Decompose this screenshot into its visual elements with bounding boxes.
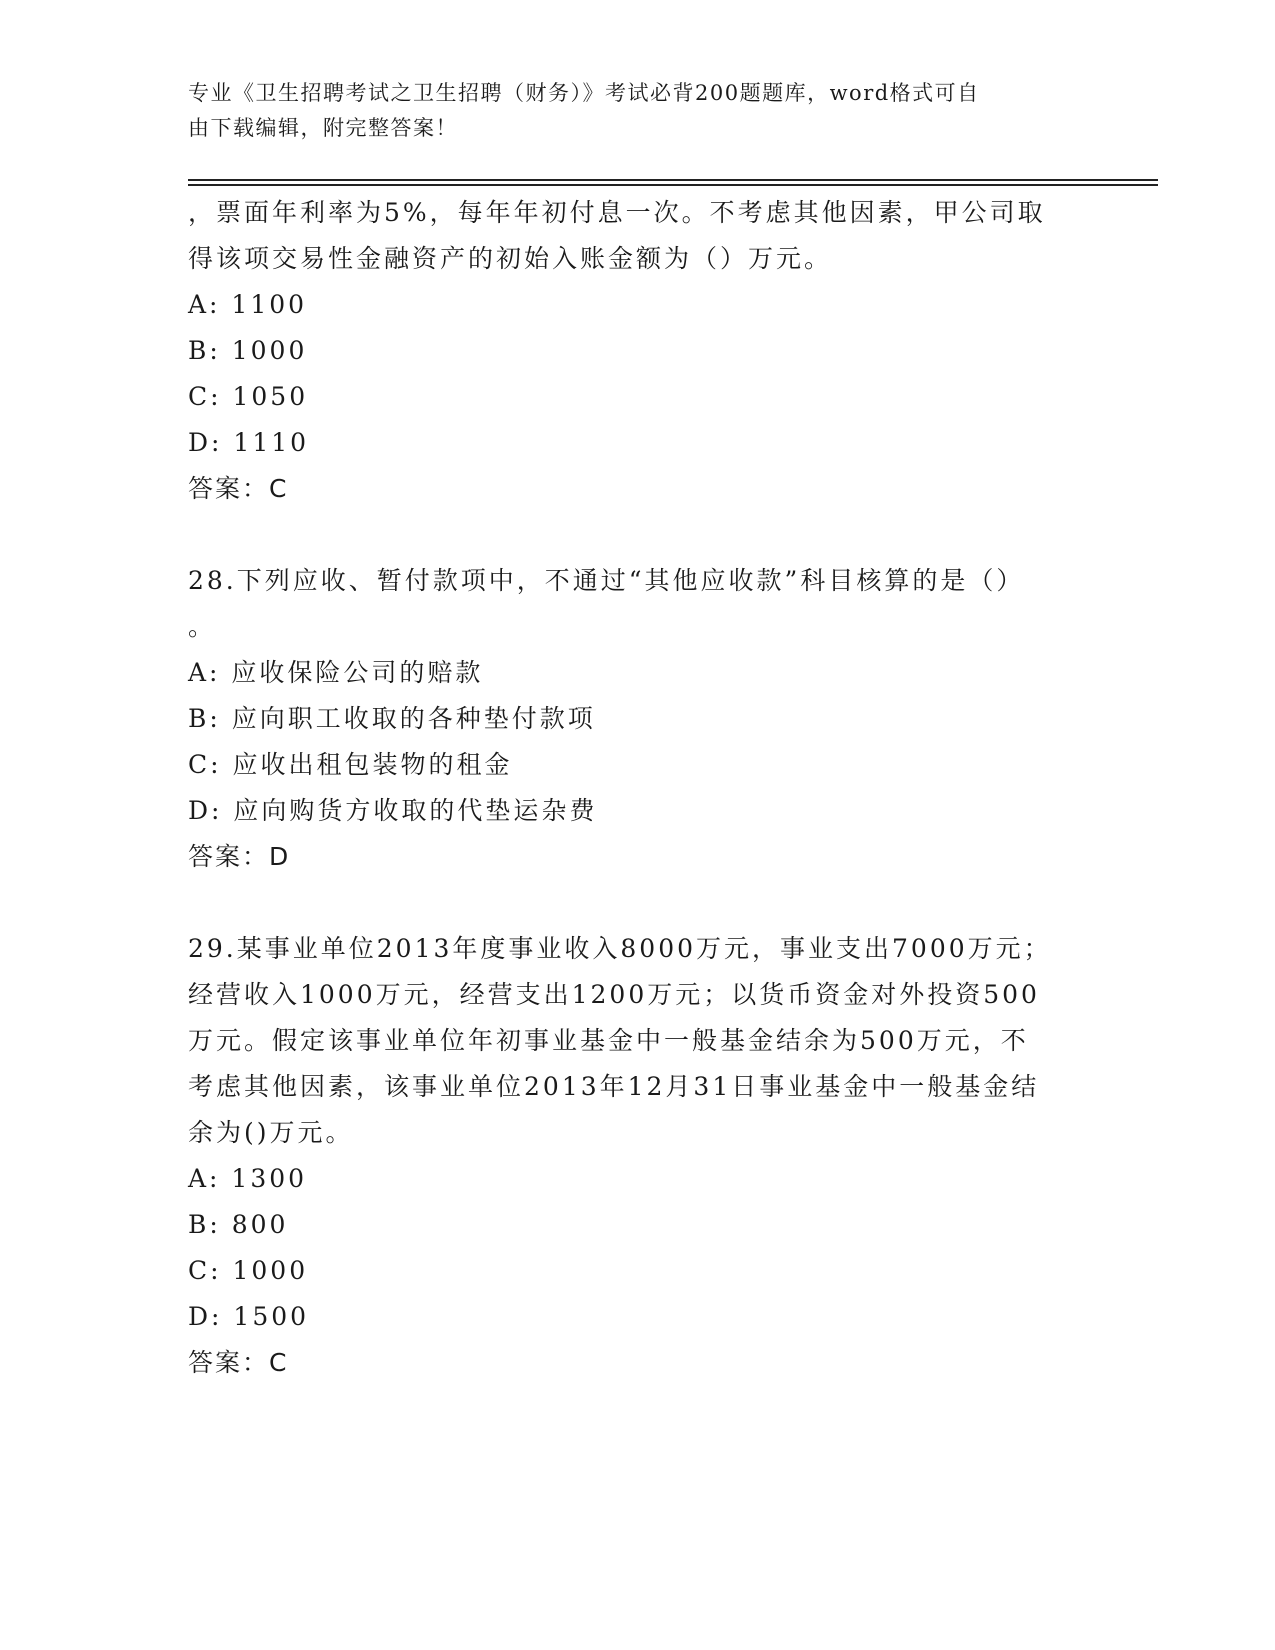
option-a: A: 1300 [188, 1164, 308, 1193]
document-header [188, 76, 1068, 146]
option-b: B: 800 [188, 1210, 289, 1239]
question-spacer [188, 880, 1078, 926]
header-divider-top [188, 179, 1158, 181]
option-b: B: 应向职工收取的各种垫付款项 [188, 704, 596, 733]
question-28 [188, 558, 1078, 880]
question-text-line: 万元。假定该事业单位年初事业基金中一般基金结余为500万元，不 [188, 1026, 1029, 1055]
question-text-line: 经营收入1000万元，经营支出1200万元；以货币资金对外投资500 [188, 980, 1040, 1009]
option-d: D: 应向购货方收取的代垫运杂费 [188, 796, 598, 825]
answer-label: 答案：D [188, 842, 291, 871]
option-a: A: 1100 [188, 290, 308, 319]
answer-label: 答案：C [188, 474, 289, 503]
header-divider-bottom [188, 184, 1158, 186]
question-text-line: 29.某事业单位2013年度事业收入8000万元，事业支出7000万元； [188, 934, 1052, 963]
option-a: A: 应收保险公司的赔款 [188, 658, 484, 687]
document-body [188, 190, 1078, 1386]
option-c: C: 1000 [188, 1256, 309, 1285]
question-text-line: 考虑其他因素，该事业单位2013年12月31日事业基金中一般基金结 [188, 1072, 1040, 1101]
question-spacer [188, 512, 1078, 558]
question-27 [188, 190, 1078, 512]
option-c: C: 应收出租包装物的租金 [188, 750, 513, 779]
option-c: C: 1050 [188, 382, 309, 411]
answer-label: 答案：C [188, 1348, 289, 1377]
header-line-2: 由下载编辑，附完整答案！ [188, 116, 458, 140]
question-text-line: 余为()万元。 [188, 1118, 354, 1147]
question-text-line: 28.下列应收、暂付款项中，不通过“其他应收款”科目核算的是（） [188, 566, 1025, 595]
question-text-line: 得该项交易性金融资产的初始入账金额为（）万元。 [188, 244, 833, 273]
option-d: D: 1500 [188, 1302, 310, 1331]
option-d: D: 1110 [188, 428, 310, 457]
question-text-line: ，票面年利率为5%，每年年初付息一次。不考虑其他因素，甲公司取 [188, 198, 1046, 227]
question-29 [188, 926, 1078, 1386]
option-b: B: 1000 [188, 336, 308, 365]
question-text-line: 。 [188, 612, 217, 641]
header-line-1: 专业《卫生招聘考试之卫生招聘（财务）》考试必背200题题库，word格式可自 [188, 81, 980, 105]
